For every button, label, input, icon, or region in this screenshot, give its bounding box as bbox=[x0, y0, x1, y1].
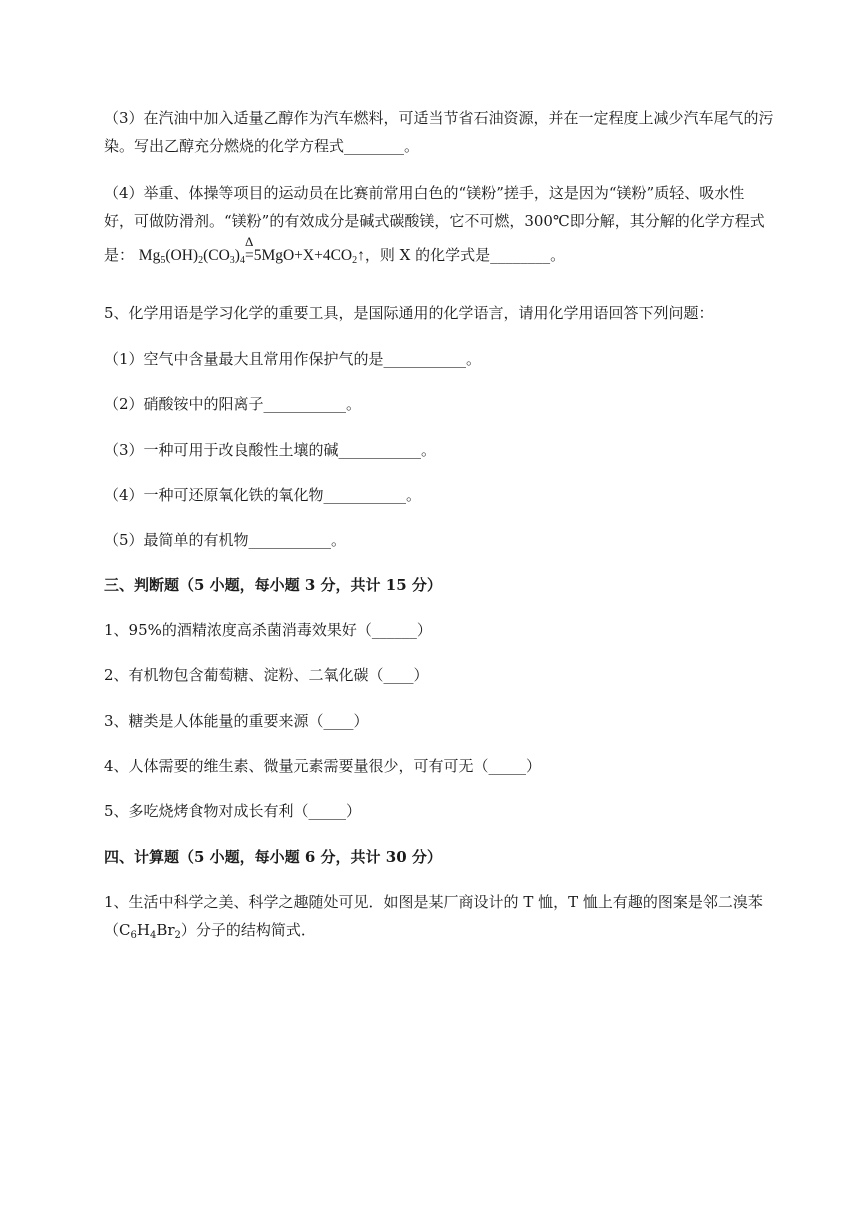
formula-oh: (OH) bbox=[165, 247, 199, 264]
formula-sub-4: 4 bbox=[239, 255, 245, 266]
judge-item-1: 1、95%的酒精浓度高杀菌消毒效果好（______） bbox=[104, 621, 432, 639]
calc-sub-6: 6 bbox=[130, 930, 137, 941]
judge-item-4: 4、人体需要的维生素、微量元素需要量很少，可有可无（_____） bbox=[104, 757, 542, 775]
q4-line-3-prefix: 是： bbox=[104, 246, 135, 264]
calc-sub-4: 4 bbox=[149, 930, 157, 941]
judge-item-3: 3、糖类是人体能量的重要来源（____） bbox=[104, 712, 369, 730]
delta-symbol: Δ bbox=[244, 234, 254, 249]
calc-q1-line-2 bbox=[104, 920, 800, 940]
q5-item-5: （5）最简单的有机物___________。 bbox=[104, 531, 347, 549]
q4-line-2: 好，可做防滑剂。“镁粉”的有效成分是碱式碳酸镁，它不可燃，300℃即分解，其分解的化学方程式 bbox=[104, 212, 765, 230]
calc-br: Br bbox=[156, 921, 175, 939]
formula-products: 5MgO+X+4CO bbox=[253, 247, 353, 264]
formula-sub-3: 3 bbox=[229, 255, 235, 266]
q5-intro: 5、化学用语是学习化学的重要工具，是国际通用的化学语言，请用化学用语回答下列问题： bbox=[104, 304, 714, 322]
section-3-heading: 三、判断题（5 小题，每小题 3 分，共计 15 分） bbox=[104, 576, 442, 594]
calc-sub-2: 2 bbox=[174, 930, 181, 941]
calc-q1-suffix: ）分子的结构简式． bbox=[180, 921, 316, 939]
formula-close-paren: ) bbox=[234, 247, 240, 264]
formula-sub-2: 2 bbox=[198, 255, 204, 266]
formula-sub-5: 5 bbox=[160, 255, 166, 266]
q4-line-1: （4）举重、体操等项目的运动员在比赛前常用白色的“镁粉”搓手，这是因为“镁粉”质轻、吸水性 bbox=[104, 184, 745, 202]
q5-item-2: （2）硝酸铵中的阳离子___________。 bbox=[104, 395, 362, 413]
formula-mg: Mg bbox=[138, 247, 161, 264]
q3-line-2: 染。写出乙醇充分燃烧的化学方程式________。 bbox=[104, 137, 420, 155]
judge-item-2: 2、有机物包含葡萄糖、淀粉、二氧化碳（____） bbox=[104, 666, 429, 684]
judge-item-5: 5、多吃烧烤食物对成长有利（_____） bbox=[104, 802, 362, 820]
q4-line-3-suffix: ，则 X 的化学式是________。 bbox=[364, 246, 566, 264]
calc-q1-prefix: （C bbox=[104, 921, 131, 939]
equals-sign: = bbox=[244, 247, 254, 264]
calc-h: H bbox=[136, 921, 150, 939]
q4-line-3 bbox=[104, 234, 800, 266]
q5-item-3: （3）一种可用于改良酸性土壤的碱___________。 bbox=[104, 441, 437, 459]
formula-sub-co2: 2 bbox=[352, 255, 358, 266]
gas-arrow: ↑ bbox=[357, 247, 365, 264]
q5-item-1: （1）空气中含量最大且常用作保护气的是___________。 bbox=[104, 350, 482, 368]
calc-q1-line-1: 1、生活中科学之美、科学之趣随处可见．如图是某厂商设计的 T 恤，T 恤上有趣的图案是邻二溴苯 bbox=[104, 893, 763, 911]
section-4-heading: 四、计算题（5 小题，每小题 6 分，共计 30 分） bbox=[104, 848, 442, 866]
heat-condition bbox=[244, 234, 254, 266]
decomposition-equation bbox=[138, 234, 365, 266]
q3-line-1: （3）在汽油中加入适量乙醇作为汽车燃料，可适当节省石油资源，并在一定程度上减少汽车尾气的污 bbox=[104, 109, 774, 127]
q5-item-4: （4）一种可还原氧化铁的氧化物___________。 bbox=[104, 486, 422, 504]
formula-co3: (CO bbox=[203, 247, 230, 264]
